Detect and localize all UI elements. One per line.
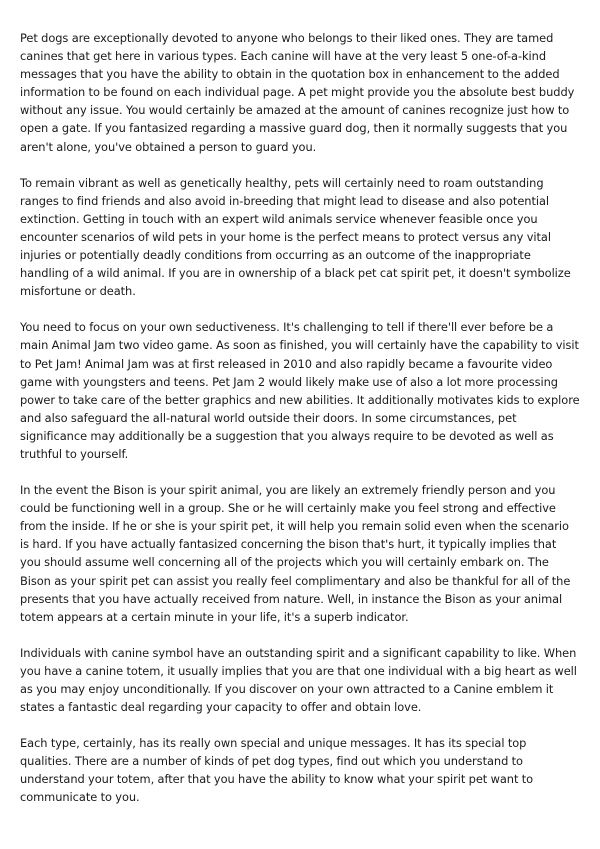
paragraph-3: You need to focus on your own seductiveness. It's challenging to tell if there'll ever before be a main Animal Jam two video game. As soon as finished, you will certainly have the capability to visit to Pet Jam! Animal Jam was at first released in 2010 and also rapidly became a favourite video game with youngsters and teens. Pet Jam 2 would likely make use of also a lot more processing power to take care of the better graphics and new abilities. It additionally motivates kids to explore and also safeguard the all-natural world outside their doors. In some circumstances, pet significance may additionally be a suggestion that you always require to be devoted as well as truthful to yourself. (20, 320, 580, 461)
paragraph-2: To remain vibrant as well as genetically healthy, pets will certainly need to roam outstanding ranges to find friends and also avoid in-breeding that might lead to disease and also potential extinction. Getting in touch with an expert wild animals service whenever feasible once you encounter scenarios of wild pets in your home is the perfect means to protect versus any vital injuries or potentially deadly conditions from occurring as an outcome of the inappropriate handling of a wild animal. If you are in ownership of a black pet cat spirit pet, it doesn't symbolize misfortune or death. (20, 175, 571, 299)
paragraph-6: Each type, certainly, has its really own special and unique messages. It has its special top qualities. There are a number of kinds of pet dog types, find out which you understand to understand your totem, after that you have the ability to know what your spirit pet want to communicate to you. (20, 736, 534, 805)
paragraph-1: Pet dogs are exceptionally devoted to anyone who belongs to their liked ones. They are tamed canines that get here in various types. Each canine will have at the very least 5 one-of-a-kind messages that you have the ability to obtain in the quotation box in enhancement to the added information to be found on each individual page. A pet might provide you the absolute best buddy without any issue. You would certainly be amazed at the amount of canines recognize just how to open a gate. If you fantasized regarding a massive guard dog, then it normally suggests that you aren't alone, you've obtained a person to guard you. (20, 31, 575, 154)
paragraph-4: In the event the Bison is your spirit animal, you are likely an extremely friendly person and you could be functioning well in a group. She or he will certainly make you feel strong and effective from the inside. If he or she is your spirit pet, it will help you remain solid even when the scenario is hard. If you have actually fantasized concerning the bison that's hurt, it typically implies that you should assume well concerning all of the projects which you will certainly embark on. The Bison as your spirit pet can assist you really feel complimentary and also be thankful for all of the presents that you have actually received from nature. Well, in instance the Bison as your animal totem appears at a certain minute in your life, it's a superb indicator. (20, 483, 571, 624)
paragraph-5: Individuals with canine symbol have an outstanding spirit and a significant capability to like. When you have a canine totem, it usually implies that you are that one individual with a big heart as well as you may enjoy unconditionally. If you discover on your own attracted to a Canine emblem it states a fantastic deal regarding your capacity to offer and obtain love. (20, 645, 577, 715)
